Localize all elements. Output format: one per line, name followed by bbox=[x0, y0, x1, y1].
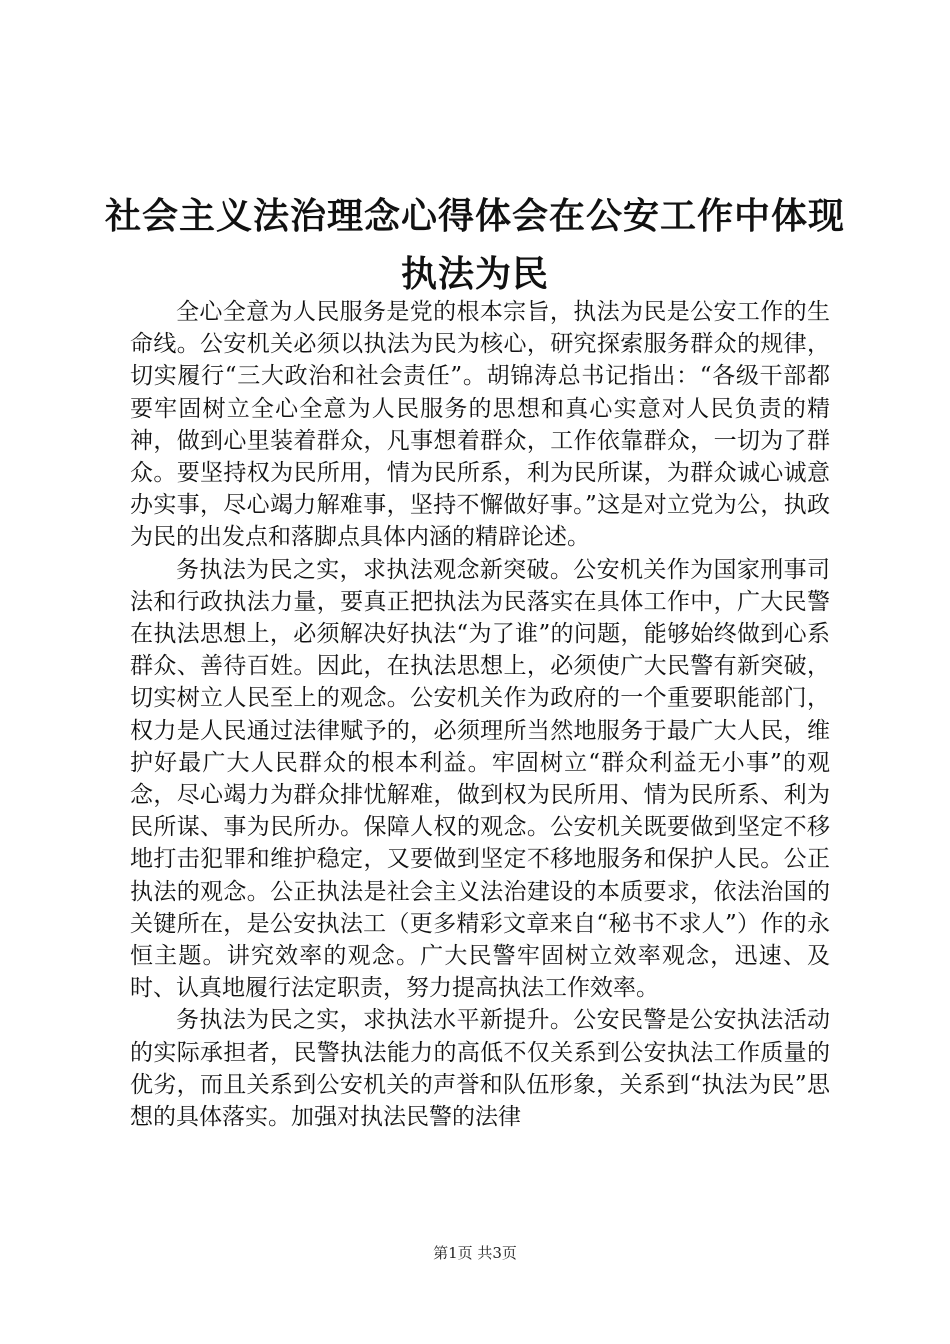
page-number-footer: 第1页 共3页 bbox=[433, 1244, 517, 1262]
paragraph-3: 务执法为民之实，求执法水平新提升。公安民警是公安执法活动的实际承担者，民警执法能力的高低不仅关系到公安执法工作质量的优劣，而且关系到公安机关的声誉和队伍形象，关系到“执法为民”思想的具体落实。加强对执法民警的法律 bbox=[130, 1007, 830, 1131]
paragraph-2: 务执法为民之实，求执法观念新突破。公安机关作为国家刑事司法和行政执法力量，要真正把执法为民落实在具体工作中，广大民警在执法思想上，必须解决好执法“为了谁”的问题，能够始终做到心系群众、善待百姓。因此，在执法思想上，必须使广大民警有新突破，切实树立人民至上的观念。公安机关作为政府的一个重要职能部门，权力是人民通过法律赋予的，必须理所当然地服务于最广大人民，维护好最广大人民群众的根本利益。牢固树立“群众利益无小事”的观念，尽心竭力为群众排忧解难，做到权为民所用、情为民所系、利为民所谋、事为民所办。保障人权的观念。公安机关既要做到坚定不移地打击犯罪和维护稳定，又要做到坚定不移地服务和保护人民。公正执法的观念。公正执法是社会主义法治建设的本质要求，依法治国的关键所在，是公安执法工（更多精彩文章来自“秘书不求人”）作的永恒主题。讲究效率的观念。广大民警牢固树立效率观念，迅速、及时、认真地履行法定职责，努力提高执法工作效率。 bbox=[130, 556, 830, 1002]
document-title-line-2: 执法为民 bbox=[400, 253, 549, 295]
document-title-line-1: 社会主义法治理念心得体会在公安工作中体现 bbox=[104, 195, 845, 237]
document-body bbox=[130, 296, 830, 1133]
paragraph-1: 全心全意为人民服务是党的根本宗旨，执法为民是公安工作的生命线。公安机关必须以执法为民为核心，研究探索服务群众的规律，切实履行“三大政治和社会责任”。胡锦涛总书记指出：“各级干部都要牢固树立全心全意为人民服务的思想和真心实意对人民负责的精神，做到心里装着群众，凡事想着群众，工作依靠群众，一切为了群众。要坚持权为民所用，情为民所系，利为民所谋，为群众诚心诚意办实事，尽心竭力解难事，坚持不懈做好事。”这是对立党为公，执政为民的出发点和落脚点具体内涵的精辟论述。 bbox=[130, 299, 830, 551]
